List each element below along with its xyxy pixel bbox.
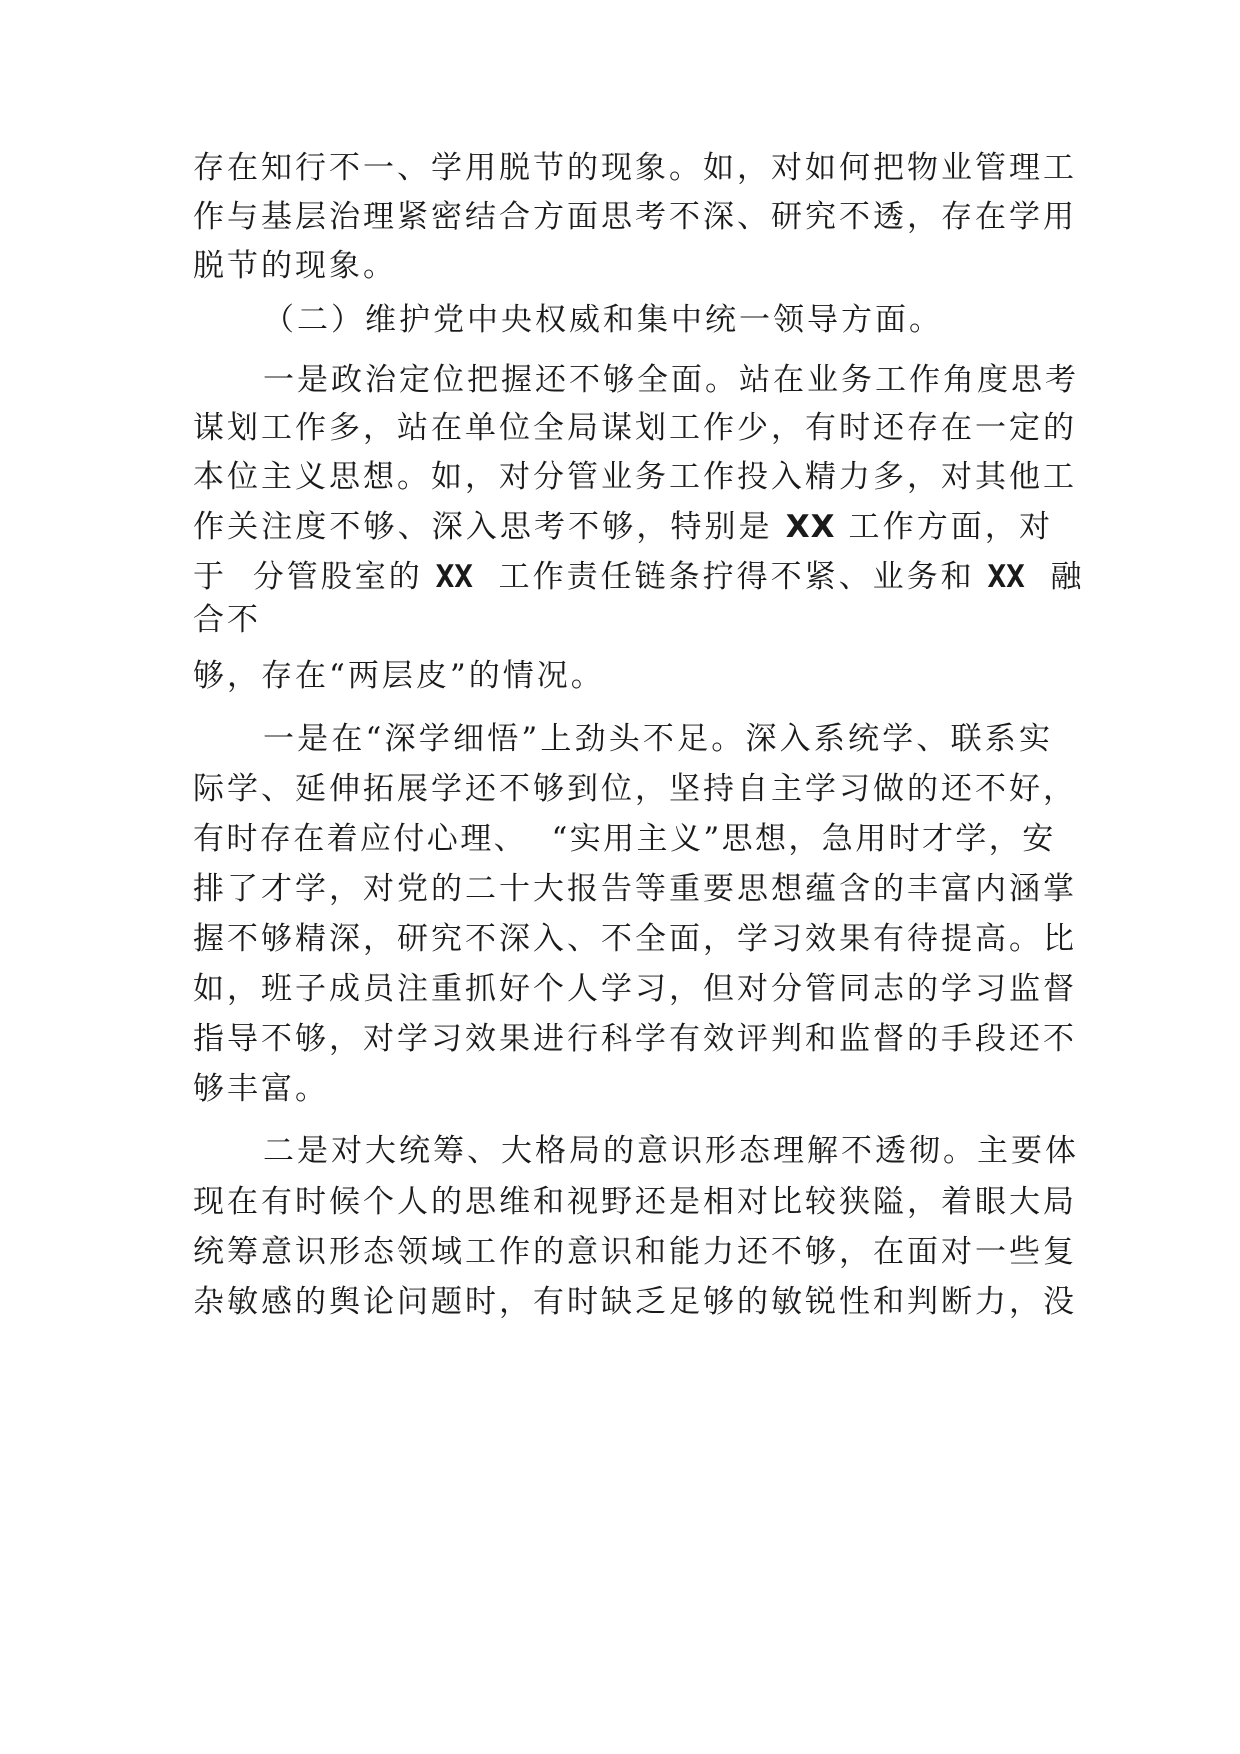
paragraph-line: 握不够精深，研究不深入、不全面，学习效果有待提高。比 (193, 921, 1077, 957)
paragraph-line: 二是对大统筹、大格局的意识形态理解不透彻。主要体 (263, 1133, 1079, 1169)
paragraph-line: 存在知行不一、学用脱节的现象。如，对如何把物业管理工 (193, 150, 1077, 186)
paragraph-line: 杂敏感的舆论问题时，有时缺乏足够的敏锐性和判断力，没 (193, 1284, 1077, 1320)
paragraph-line: 如，班子成员注重抓好个人学习，但对分管同志的学习监督 (193, 971, 1077, 1007)
paragraph-line: 一是在“深学细悟”上劲头不足。深入系统学、联系实 (263, 721, 1053, 757)
paragraph-line: 有时存在着应付心理、 “实用主义”思想，急用时才学，安 (193, 821, 1056, 857)
line-text: 工作方面，对 (835, 509, 1054, 545)
paragraph-line: 脱节的现象。 (193, 248, 397, 284)
paragraph-line (193, 505, 1053, 549)
paragraph-line: 指导不够，对学习效果进行科学有效评判和监督的手段还不 (193, 1021, 1077, 1057)
paragraph-line: 排了才学，对党的二十大报告等重要思想蕴含的丰富内涵掌 (193, 871, 1077, 907)
line-text: 于 分管股室的 (193, 559, 436, 595)
paragraph-line: 现在有时候个人的思维和视野还是相对比较狭隘，着眼大局 (193, 1184, 1077, 1220)
paragraph-line: 够丰富。 (193, 1071, 329, 1107)
paragraph-line: 谋划工作多，站在单位全局谋划工作少，有时还存在一定的 (193, 410, 1077, 446)
paragraph-line: 作与基层治理紧密结合方面思考不深、研究不透，存在学用 (193, 199, 1077, 235)
section-heading: （二）维护党中央权威和集中统一领导方面。 (263, 302, 943, 338)
paragraph-line: 统筹意识形态领域工作的意识和能力还不够，在面对一些复 (193, 1234, 1077, 1270)
paragraph-line: 际学、延伸拓展学还不够到位，坚持自主学习做的还不好， (193, 771, 1077, 807)
paragraph-line: 一是政治定位把握还不够全面。站在业务工作角度思考 (263, 362, 1079, 398)
line-text: 融 (1024, 559, 1085, 595)
placeholder-xx: XX (785, 509, 836, 545)
placeholder-xx: XX (435, 559, 473, 595)
paragraph-line: 本位主义思想。如，对分管业务工作投入精力多，对其他工 (193, 459, 1077, 495)
placeholder-xx: XX (987, 559, 1025, 595)
line-text: 工作责任链条拧得不紧、业务和 (472, 559, 988, 595)
line-text: 作关注度不够、深入思考不够，特别是 (193, 509, 786, 545)
paragraph-line (193, 555, 1085, 599)
paragraph-line: 合不 (193, 602, 261, 638)
paragraph-line: 够，存在“两层皮”的情况。 (193, 658, 605, 694)
